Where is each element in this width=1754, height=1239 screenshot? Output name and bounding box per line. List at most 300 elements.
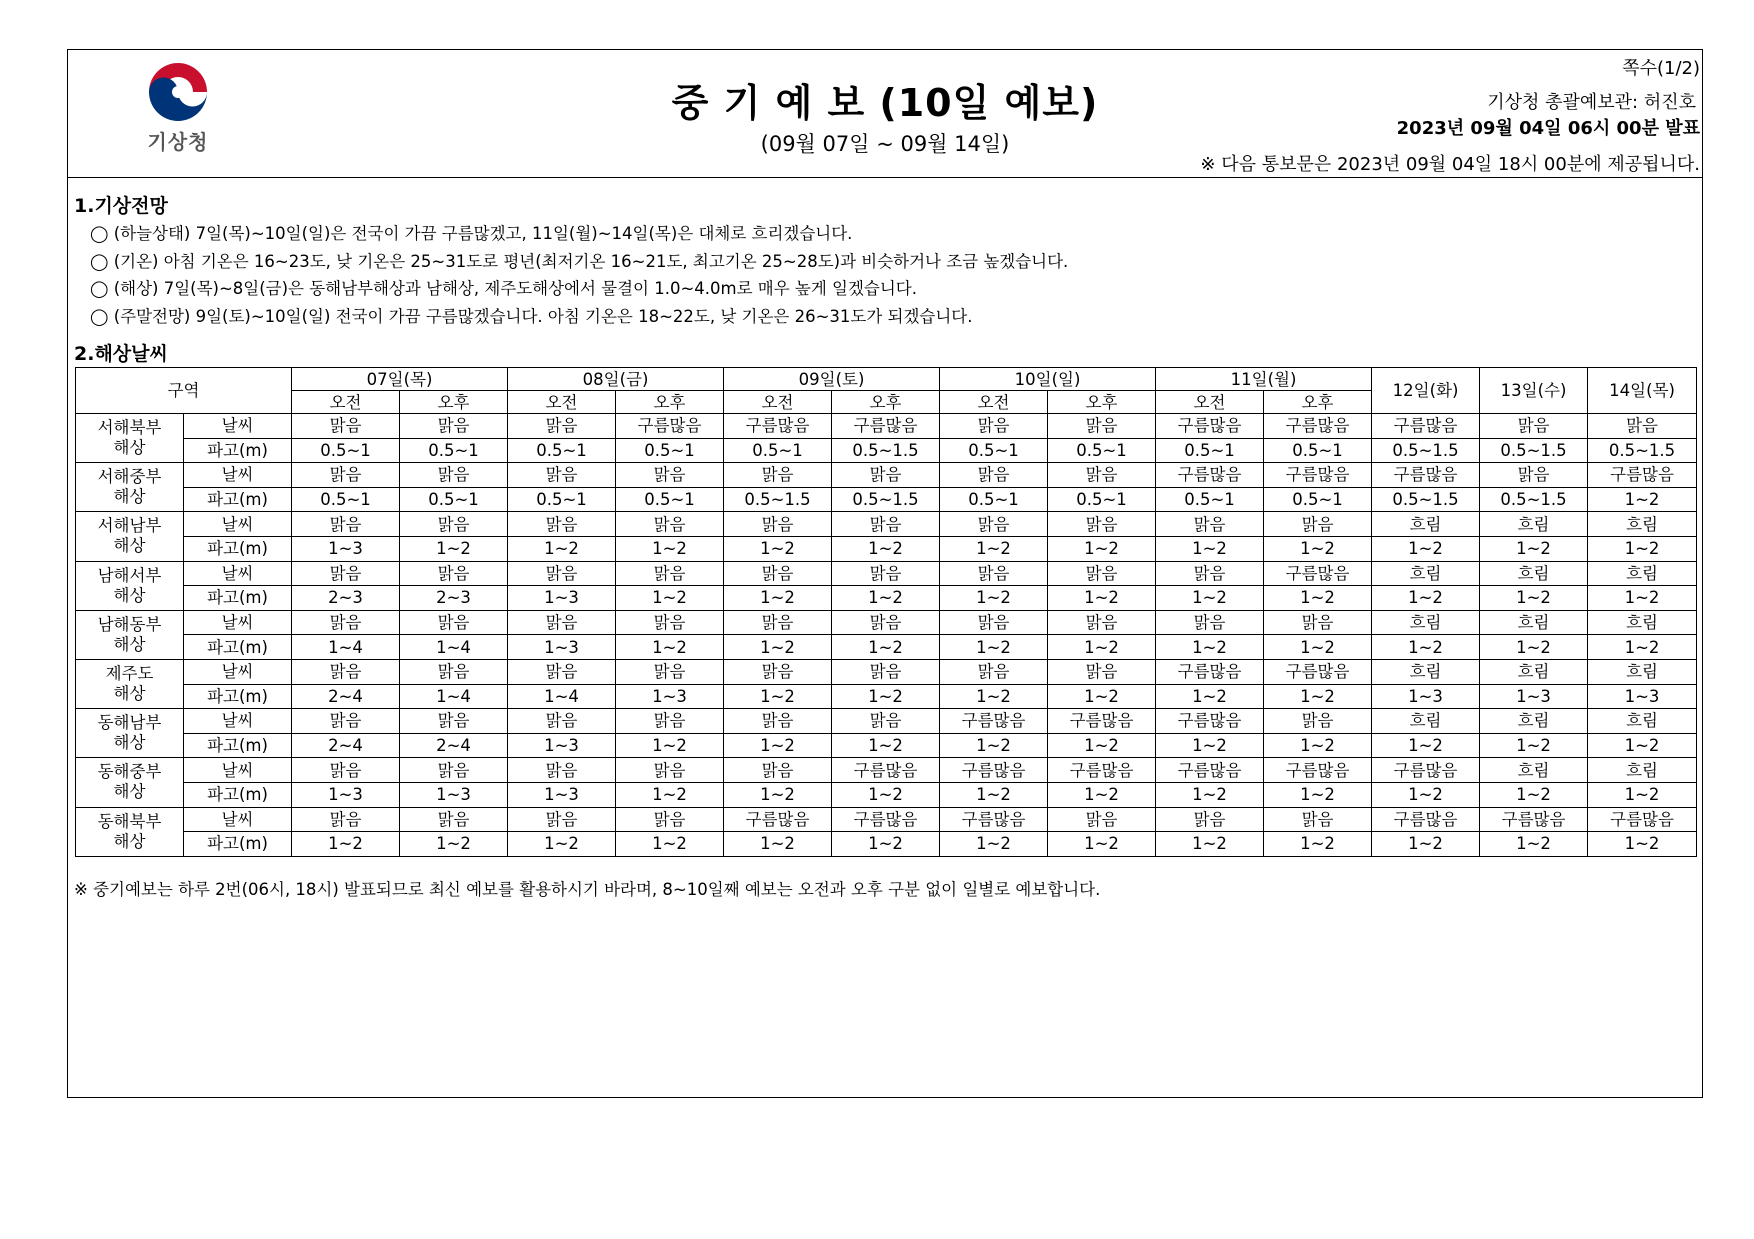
weather-cell: 맑음 [400, 463, 508, 488]
wave-cell: 0.5~1.5 [1588, 438, 1697, 463]
wave-row [76, 635, 1697, 660]
weather-cell: 맑음 [724, 463, 832, 488]
weather-cell: 구름많음 [1588, 807, 1697, 832]
wave-cell: 1~3 [508, 782, 616, 807]
wave-cell: 1~3 [508, 733, 616, 758]
wave-cell: 0.5~1 [1156, 438, 1264, 463]
weather-cell: 맑음 [508, 709, 616, 734]
weather-cell: 맑음 [1048, 414, 1156, 439]
weather-row [76, 758, 1697, 783]
weather-cell: 맑음 [1264, 709, 1372, 734]
wave-cell: 2~4 [400, 733, 508, 758]
wave-cell: 0.5~1 [724, 438, 832, 463]
wave-cell: 1~2 [1588, 832, 1697, 857]
weather-cell: 맑음 [292, 414, 400, 439]
region-name-line1: 남해동부 [97, 614, 162, 634]
wave-cell: 1~2 [1048, 832, 1156, 857]
weather-cell: 흐림 [1372, 659, 1480, 684]
weather-cell: 맑음 [508, 807, 616, 832]
wave-cell: 0.5~1.5 [832, 438, 940, 463]
wave-cell: 1~2 [1480, 635, 1588, 660]
outlook-item: ◯ (주말전망) 9일(토)~10일(일) 전국이 가끔 구름많겠습니다. 아침 기온은 18~22도, 낮 기온은 26~31도가 되겠습니다. [90, 306, 973, 326]
weather-cell: 맑음 [832, 561, 940, 586]
wave-cell: 1~2 [1048, 536, 1156, 561]
marine-weather-table [75, 367, 1697, 857]
region-name-line1: 서해북부 [97, 418, 162, 438]
wave-cell: 1~3 [508, 635, 616, 660]
wave-cell: 1~2 [832, 782, 940, 807]
weather-cell: 구름많음 [1156, 463, 1264, 488]
wave-cell: 1~2 [724, 733, 832, 758]
weather-cell: 맑음 [508, 512, 616, 537]
region-name [76, 512, 184, 561]
marine-table-body [76, 414, 1697, 857]
day-header: 11일(월) [1156, 368, 1372, 391]
wave-cell: 1~2 [400, 536, 508, 561]
weather-cell: 흐림 [1372, 512, 1480, 537]
weather-cell: 맑음 [508, 463, 616, 488]
weather-row [76, 561, 1697, 586]
wave-row [76, 782, 1697, 807]
pm-header: 오후 [832, 391, 940, 414]
wave-cell: 1~2 [1264, 635, 1372, 660]
wave-label: 파고(m) [184, 832, 292, 857]
am-header: 오전 [508, 391, 616, 414]
weather-cell: 맑음 [1048, 807, 1156, 832]
wave-cell: 0.5~1 [1048, 487, 1156, 512]
weather-cell: 맑음 [940, 610, 1048, 635]
region-name-line2: 해상 [113, 585, 146, 605]
weather-cell: 구름많음 [1264, 561, 1372, 586]
wave-cell: 1~2 [832, 586, 940, 611]
weather-cell: 구름많음 [724, 414, 832, 439]
wave-cell: 1~2 [940, 536, 1048, 561]
weather-cell: 맑음 [940, 414, 1048, 439]
wave-cell: 1~3 [1588, 684, 1697, 709]
wave-cell: 1~2 [724, 536, 832, 561]
wave-label: 파고(m) [184, 438, 292, 463]
weather-label: 날씨 [184, 610, 292, 635]
day-header: 09일(토) [724, 368, 940, 391]
region-name-line1: 제주도 [105, 664, 154, 684]
outlook-section-title: 1.기상전망 [74, 195, 168, 217]
weather-label: 날씨 [184, 807, 292, 832]
weather-cell: 맑음 [616, 610, 724, 635]
weather-cell: 맑음 [400, 758, 508, 783]
region-name [76, 610, 184, 659]
wave-cell: 1~2 [1264, 586, 1372, 611]
wave-cell: 0.5~1 [1048, 438, 1156, 463]
weather-cell: 구름많음 [1264, 758, 1372, 783]
marine-section-title: 2.해상날씨 [74, 343, 168, 365]
weather-label: 날씨 [184, 512, 292, 537]
weather-cell: 맑음 [400, 561, 508, 586]
weather-cell: 구름많음 [1156, 659, 1264, 684]
weather-row [76, 512, 1697, 537]
weather-cell: 맑음 [1264, 512, 1372, 537]
wave-label: 파고(m) [184, 536, 292, 561]
weather-cell: 구름많음 [1588, 463, 1697, 488]
weather-cell: 맑음 [1156, 807, 1264, 832]
wave-label: 파고(m) [184, 684, 292, 709]
weather-cell: 흐림 [1588, 512, 1697, 537]
wave-cell: 1~2 [1480, 586, 1588, 611]
weather-row [76, 709, 1697, 734]
wave-cell: 1~2 [1264, 782, 1372, 807]
wave-cell: 1~3 [508, 586, 616, 611]
forecast-document [67, 49, 1703, 1098]
weather-cell: 맑음 [832, 610, 940, 635]
wave-cell: 1~2 [1264, 684, 1372, 709]
weather-cell: 구름많음 [940, 807, 1048, 832]
weather-cell: 맑음 [400, 659, 508, 684]
region-name-line1: 동해중부 [97, 762, 162, 782]
wave-cell: 1~3 [1480, 684, 1588, 709]
wave-cell: 0.5~1.5 [832, 487, 940, 512]
weather-cell: 흐림 [1588, 561, 1697, 586]
day-header: 14일(목) [1588, 368, 1697, 414]
weather-cell: 맑음 [616, 463, 724, 488]
wave-cell: 2~3 [400, 586, 508, 611]
weather-cell: 맑음 [1480, 414, 1588, 439]
wave-cell: 2~4 [292, 684, 400, 709]
wave-row [76, 684, 1697, 709]
wave-cell: 1~2 [400, 832, 508, 857]
region-name-line2: 해상 [113, 536, 146, 556]
wave-cell: 1~2 [616, 536, 724, 561]
weather-cell: 맑음 [508, 561, 616, 586]
weather-cell: 구름많음 [724, 807, 832, 832]
region-name-line2: 해상 [113, 438, 146, 458]
weather-cell: 구름많음 [1372, 758, 1480, 783]
wave-cell: 1~2 [940, 635, 1048, 660]
weather-label: 날씨 [184, 414, 292, 439]
day-header: 10일(일) [940, 368, 1156, 391]
region-name-line1: 남해서부 [97, 565, 162, 585]
wave-cell: 1~2 [832, 635, 940, 660]
region-name-line2: 해상 [113, 831, 146, 851]
wave-cell: 1~2 [616, 586, 724, 611]
wave-cell: 1~4 [400, 684, 508, 709]
weather-cell: 맑음 [1048, 610, 1156, 635]
weather-cell: 맑음 [292, 709, 400, 734]
wave-cell: 1~2 [1264, 536, 1372, 561]
wave-label: 파고(m) [184, 487, 292, 512]
weather-cell: 맑음 [292, 807, 400, 832]
region-name [76, 561, 184, 610]
wave-cell: 1~2 [1588, 586, 1697, 611]
weather-cell: 맑음 [1156, 610, 1264, 635]
region-name [76, 709, 184, 758]
wave-cell: 1~2 [616, 782, 724, 807]
wave-cell: 1~2 [1372, 586, 1480, 611]
weather-cell: 맑음 [508, 610, 616, 635]
wave-cell: 1~4 [400, 635, 508, 660]
wave-cell: 1~2 [508, 832, 616, 857]
wave-row [76, 487, 1697, 512]
wave-cell: 0.5~1 [940, 487, 1048, 512]
pm-header: 오후 [616, 391, 724, 414]
region-name-line2: 해상 [113, 487, 146, 507]
document-header [68, 50, 1702, 178]
weather-row [76, 807, 1697, 832]
wave-cell: 0.5~1 [400, 438, 508, 463]
weather-cell: 맑음 [724, 758, 832, 783]
weather-cell: 흐림 [1480, 610, 1588, 635]
weather-cell: 맑음 [616, 561, 724, 586]
weather-cell: 구름많음 [1264, 414, 1372, 439]
weather-cell: 맑음 [400, 610, 508, 635]
outlook-item: ◯ (하늘상태) 7일(목)~10일(일)은 전국이 가끔 구름많겠고, 11일(월)~14일(목)은 대체로 흐리겠습니다. [90, 224, 853, 243]
wave-cell: 2~3 [292, 586, 400, 611]
wave-cell: 1~3 [400, 782, 508, 807]
wave-cell: 1~2 [1480, 536, 1588, 561]
wave-cell: 0.5~1.5 [724, 487, 832, 512]
weather-cell: 맑음 [292, 659, 400, 684]
wave-cell: 1~2 [1372, 635, 1480, 660]
weather-cell: 구름많음 [616, 414, 724, 439]
weather-cell: 맑음 [832, 709, 940, 734]
footnote: ※ 중기예보는 하루 2번(06시, 18시) 발표되므로 최신 예보를 활용하시기 바라며, 8~10일째 예보는 오전과 오후 구분 없이 일별로 예보합니다. [74, 880, 1101, 899]
wave-cell: 1~2 [1372, 733, 1480, 758]
wave-cell: 1~2 [1588, 536, 1697, 561]
day-header: 08일(금) [508, 368, 724, 391]
wave-cell: 1~2 [1588, 487, 1697, 512]
weather-cell: 흐림 [1372, 610, 1480, 635]
wave-cell: 1~2 [1156, 733, 1264, 758]
region-name [76, 758, 184, 807]
page-number: 쪽수(1/2) [1622, 58, 1700, 79]
weather-cell: 흐림 [1372, 709, 1480, 734]
weather-cell: 흐림 [1588, 610, 1697, 635]
am-header: 오전 [292, 391, 400, 414]
wave-cell: 1~2 [940, 684, 1048, 709]
wave-cell: 0.5~1 [1156, 487, 1264, 512]
wave-cell: 1~2 [940, 586, 1048, 611]
weather-cell: 맑음 [724, 512, 832, 537]
region-name-line1: 서해남부 [97, 516, 162, 536]
weather-cell: 구름많음 [1372, 807, 1480, 832]
wave-cell: 1~2 [1156, 586, 1264, 611]
region-name [76, 414, 184, 463]
weather-cell: 구름많음 [1264, 659, 1372, 684]
wave-cell: 1~2 [1372, 536, 1480, 561]
wave-label: 파고(m) [184, 586, 292, 611]
weather-cell: 구름많음 [1048, 758, 1156, 783]
weather-cell: 맑음 [724, 561, 832, 586]
wave-cell: 1~2 [1480, 832, 1588, 857]
wave-cell: 2~4 [292, 733, 400, 758]
weather-cell: 맑음 [616, 758, 724, 783]
weather-cell: 맑음 [1264, 610, 1372, 635]
weather-cell: 구름많음 [1372, 414, 1480, 439]
wave-cell: 1~4 [292, 635, 400, 660]
weather-cell: 구름많음 [832, 807, 940, 832]
weather-cell: 흐림 [1372, 561, 1480, 586]
weather-cell: 맑음 [400, 414, 508, 439]
day-header: 13일(수) [1480, 368, 1588, 414]
weather-label: 날씨 [184, 758, 292, 783]
wave-label: 파고(m) [184, 782, 292, 807]
weather-row [76, 610, 1697, 635]
weather-cell: 맑음 [292, 463, 400, 488]
wave-cell: 1~2 [1048, 684, 1156, 709]
wave-cell: 1~2 [1264, 733, 1372, 758]
weather-cell: 구름많음 [1372, 463, 1480, 488]
weather-cell: 맑음 [832, 512, 940, 537]
wave-cell: 1~2 [832, 832, 940, 857]
weather-cell: 맑음 [1156, 512, 1264, 537]
wave-label: 파고(m) [184, 733, 292, 758]
weather-cell: 맑음 [1048, 659, 1156, 684]
weather-cell: 맑음 [292, 561, 400, 586]
weather-cell: 맑음 [1156, 561, 1264, 586]
wave-cell: 1~3 [292, 782, 400, 807]
outlook-item: ◯ (해상) 7일(목)~8일(금)은 동해남부해상과 남해상, 제주도해상에서 물결이 1.0~4.0m로 매우 높게 일겠습니다. [90, 279, 917, 298]
weather-cell: 맑음 [940, 561, 1048, 586]
wave-cell: 1~2 [616, 832, 724, 857]
wave-cell: 1~2 [1048, 782, 1156, 807]
region-name-line1: 동해남부 [97, 713, 162, 733]
weather-cell: 흐림 [1480, 758, 1588, 783]
weather-cell: 맑음 [508, 659, 616, 684]
wave-cell: 0.5~1 [292, 438, 400, 463]
weather-row [76, 414, 1697, 439]
wave-row [76, 586, 1697, 611]
forecast-period: (09월 07일 ~ 09월 14일) [760, 132, 1010, 156]
day-header: 07일(목) [292, 368, 508, 391]
weather-cell: 맑음 [940, 659, 1048, 684]
issue-time: 2023년 09월 04일 06시 00분 발표 [1396, 118, 1700, 139]
weather-cell: 구름많음 [940, 709, 1048, 734]
region-name [76, 807, 184, 856]
weather-cell: 맑음 [1480, 463, 1588, 488]
day-header: 12일(화) [1372, 368, 1480, 414]
weather-cell: 맑음 [616, 709, 724, 734]
weather-cell: 구름많음 [832, 414, 940, 439]
region-name-line2: 해상 [113, 684, 146, 704]
wave-cell: 1~2 [1372, 832, 1480, 857]
weather-cell: 맑음 [1048, 561, 1156, 586]
weather-cell: 맑음 [1048, 463, 1156, 488]
weather-cell: 구름많음 [940, 758, 1048, 783]
weather-cell: 구름많음 [1156, 758, 1264, 783]
outlook-item: ◯ (기온) 아침 기온은 16~23도, 낮 기온은 25~31도로 평년(최저기온 16~21도, 최고기온 25~28도)과 비슷하거나 조금 높겠습니다. [90, 251, 1069, 271]
wave-cell: 1~2 [1588, 635, 1697, 660]
wave-row [76, 832, 1697, 857]
wave-cell: 1~2 [832, 536, 940, 561]
wave-cell: 0.5~1.5 [1480, 487, 1588, 512]
wave-cell: 0.5~1.5 [1372, 438, 1480, 463]
wave-row [76, 733, 1697, 758]
region-header: 구역 [76, 368, 292, 414]
wave-cell: 1~2 [1264, 832, 1372, 857]
wave-cell: 1~3 [1372, 684, 1480, 709]
page-title: 중 기 예 보 (10일 예보) [671, 81, 1099, 125]
wave-cell: 1~2 [724, 684, 832, 709]
wave-cell: 1~2 [1156, 782, 1264, 807]
weather-cell: 맑음 [832, 463, 940, 488]
weather-cell: 맑음 [724, 709, 832, 734]
weather-cell: 맑음 [292, 610, 400, 635]
weather-cell: 흐림 [1480, 709, 1588, 734]
weather-cell: 흐림 [1480, 561, 1588, 586]
wave-cell: 1~2 [1372, 782, 1480, 807]
am-header: 오전 [724, 391, 832, 414]
wave-cell: 1~2 [1480, 733, 1588, 758]
logo-text: 기상청 [147, 130, 209, 154]
region-name-line1: 서해중부 [97, 467, 162, 487]
weather-label: 날씨 [184, 463, 292, 488]
weather-cell: 맑음 [616, 659, 724, 684]
weather-cell: 맑음 [1264, 807, 1372, 832]
region-name-line2: 해상 [113, 634, 146, 654]
wave-cell: 1~2 [940, 733, 1048, 758]
wave-cell: 1~2 [1156, 635, 1264, 660]
weather-cell: 구름많음 [1156, 709, 1264, 734]
weather-cell: 구름많음 [1048, 709, 1156, 734]
weather-cell: 흐림 [1480, 659, 1588, 684]
region-name-line2: 해상 [113, 782, 146, 802]
pm-header: 오후 [400, 391, 508, 414]
wave-cell: 1~2 [1480, 782, 1588, 807]
wave-cell: 1~3 [292, 536, 400, 561]
weather-label: 날씨 [184, 659, 292, 684]
wave-cell: 0.5~1 [508, 438, 616, 463]
weather-cell: 흐림 [1588, 709, 1697, 734]
wave-cell: 1~2 [1156, 684, 1264, 709]
wave-cell: 1~2 [1048, 586, 1156, 611]
wave-row [76, 438, 1697, 463]
weather-label: 날씨 [184, 709, 292, 734]
wave-cell: 0.5~1 [292, 487, 400, 512]
wave-cell: 1~3 [616, 684, 724, 709]
weather-cell: 구름많음 [1156, 414, 1264, 439]
weather-cell: 맑음 [1588, 414, 1697, 439]
weather-cell: 흐림 [1480, 512, 1588, 537]
wave-cell: 1~2 [724, 586, 832, 611]
weather-cell: 맑음 [400, 709, 508, 734]
am-header: 오전 [940, 391, 1048, 414]
am-header: 오전 [1156, 391, 1264, 414]
weather-cell: 맑음 [400, 807, 508, 832]
next-notice: ※ 다음 통보문은 2023년 09월 04일 18시 00분에 제공됩니다. [1200, 154, 1700, 175]
region-name-line2: 해상 [113, 733, 146, 753]
region-name-line1: 동해북부 [97, 811, 162, 831]
wave-cell: 1~2 [616, 733, 724, 758]
wave-cell: 1~2 [724, 782, 832, 807]
wave-cell: 0.5~1 [1264, 438, 1372, 463]
wave-cell: 1~2 [1156, 832, 1264, 857]
wave-cell: 0.5~1 [616, 487, 724, 512]
wave-row [76, 536, 1697, 561]
wave-cell: 1~2 [1588, 782, 1697, 807]
outlook-list [90, 220, 1068, 330]
wave-cell: 1~2 [1048, 635, 1156, 660]
pm-header: 오후 [1048, 391, 1156, 414]
wave-cell: 0.5~1 [940, 438, 1048, 463]
weather-row [76, 659, 1697, 684]
weather-cell: 맑음 [940, 463, 1048, 488]
forecaster-name: 기상청 총괄예보관: 허진호 [1487, 92, 1696, 113]
weather-label: 날씨 [184, 561, 292, 586]
weather-cell: 맑음 [940, 512, 1048, 537]
weather-cell: 맑음 [292, 512, 400, 537]
pm-header: 오후 [1264, 391, 1372, 414]
wave-cell: 1~2 [1588, 733, 1697, 758]
weather-cell: 맑음 [292, 758, 400, 783]
weather-row [76, 463, 1697, 488]
